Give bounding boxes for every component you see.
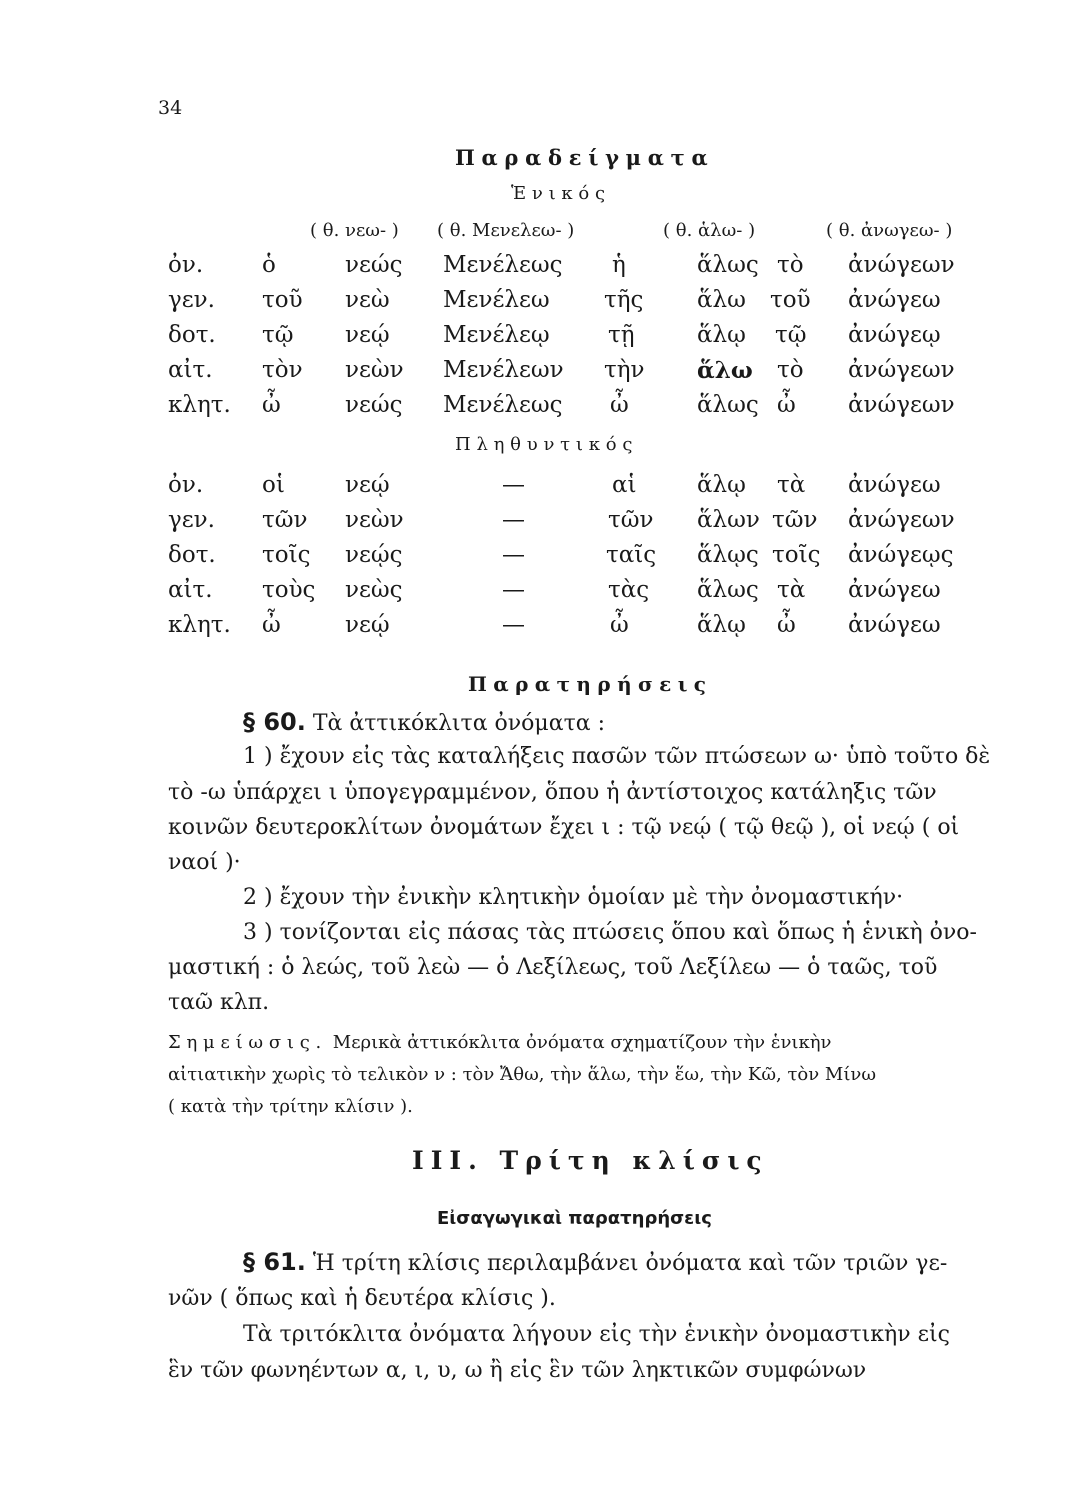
note-line-2: αἰτιατικὴν χωρὶς τὸ τελικὸν ν : τὸν Ἄθω, τὴν ἅλω, τὴν ἕω, τὴν Κῶ, τὸν Μίνω <box>168 1064 877 1085</box>
singular-heading: Ἑνικός <box>511 183 611 204</box>
examples-title: Παραδείγματα <box>455 145 715 170</box>
text-line: κοινῶν δευτεροκλίτων ὀνομάτων ἔχει ι : τῷ νεῴ ( τῷ θεῷ ), οἱ νεῴ ( οἱ <box>168 815 960 840</box>
text-line: ἓν τῶν φωνηέντων α, ι, υ, ω ἢ εἰς ἓν τῶν ληκτικῶν συμφώνων <box>168 1358 867 1383</box>
section-60-heading: § 60. Τὰ ἀττικόκλιτα ὀνόματα : <box>243 708 606 736</box>
observations-title: Παρατηρήσεις <box>468 672 713 696</box>
book-page: 34 Παραδείγματα Ἑνικός ( θ. νεω- ) ( θ. Μενελεω- ) ( θ. ἁλω- ) ( θ. ἀνωγεω- ) ὀν. ὁ νεώς Μενέλεως ἡ ἅλως τὸ ἀνώγεων γεν. τοῦ νεὼ Μενέλεω τῆς ἅλω τοῦ ἀνώγεω δοτ. τῷ νεῴ Μενέλεῳ τῇ ἅλῳ τῷ ἀνώγεῳ αἰτ. τὸν νεὼν Μενέλεων τὴν ἅλω τὸ ἀνώγεων κλητ. ὦ νεώς Μενέλεως ὦ ἅλως ὦ ἀνώγεων Πληθυντικός ὀν. οἱ νεῴ — αἱ ἅλῳ τὰ ἀνώγεω γεν. τῶν νεὼν — τῶν ἅλων τῶν ἀνώγεων δοτ. τοῖς νεῴς — ταῖς ἅλῳς τοῖς ἀνώγεῳς αἰτ. τοὺς νεὼς — τὰς ἅλως τὰ ἀνώγεω κλητ. ὦ νεῴ — ὦ ἅλῳ ὦ ἀνώγεω Παρατηρήσεις § 60. Τὰ ἀττικόκλιτα ὀνόματα : 1 ) ἔχουν εἰς τὰς καταλήξεις πασῶν τῶν πτώσεων ω· ὑπὸ τοῦτο δὲ τὸ -ω ὑπάρχει ι ὑπογεγραμμένον, ὅπου ἡ ἀντίστοιχος κατάληξις τῶν κοινῶν δευτεροκλίτων ὀνομάτων ἔχει ι : τῷ νεῴ ( τῷ θεῷ ), οἱ νεῴ ( οἱ ναοί )· 2 ) ἔχουν τὴν ἐνικὴν κλητικὴν ὁμοίαν μὲ τὴν ὀνομαστικήν· 3 ) τονίζονται εἰς πάσας τὰς πτώσεις ὅπου καὶ ὅπως ἡ ἑνικὴ ὀνο- μαστική : ὁ λεώς, τοῦ λεὼ — ὁ Λεξίλεως, τοῦ Λεξίλεω — ὁ ταῶς, τοῦ ταῶ κλπ. Σημείωσις. Μερικὰ ἀττικόκλιτα ὀνόματα σχηματίζουν τὴν ἑνικὴν αἰτιατικὴν χωρὶς τὸ τελικὸν ν : τὸν Ἄθω, τὴν ἅλω, τὴν ἕω, τὴν Κῶ, τὸν Μίνω ( κατὰ τὴν τρίτην κλίσιν ). III. Τρίτη κλίσις Εἰσαγωγικαὶ παρατηρήσεις § 61. Ἡ τρίτη κλίσις περιλαμβάνει ὀνόματα καὶ τῶν τριῶν γε- νῶν ( ὅπως καὶ ἡ δευτέρα κλίσις ). Τὰ τριτόκλιτα ὀνόματα λήγουν εἰς τὴν ἑνικὴν ὀνομαστικὴν εἰς ἓν τῶν φωνηέντων α, ι, υ, ω ἢ εἰς ἓν τῶν ληκτικῶν συμφώνων <box>0 0 1079 1500</box>
text-line: 1 ) ἔχουν εἰς τὰς καταλήξεις πασῶν τῶν πτώσεων ω· ὑπὸ τοῦτο δὲ <box>243 744 991 769</box>
note-line-3: ( κατὰ τὴν τρίτην κλίσιν ). <box>168 1096 413 1117</box>
page-number: 34 <box>158 97 183 119</box>
note-line-1: Σημείωσις. Μερικὰ ἀττικόκλιτα ὀνόματα σχηματίζουν τὴν ἑνικὴν <box>168 1032 832 1053</box>
stem-1: ( θ. νεω- ) <box>310 220 399 241</box>
text-line: Τὰ τριτόκλιτα ὀνόματα λήγουν εἰς τὴν ἑνικὴν ὀνομαστικὴν εἰς <box>243 1322 950 1347</box>
text-line: τὸ -ω ὑπάρχει ι ὑπογεγραμμένον, ὅπου ἡ ἀντίστοιχος κατάληξις τῶν <box>168 780 937 805</box>
third-declension-title: III. Τρίτη κλίσις <box>412 1146 769 1175</box>
text-line: 2 ) ἔχουν τὴν ἐνικὴν κλητικὴν ὁμοίαν μὲ τὴν ὀνομαστικήν· <box>243 885 904 910</box>
text-line: νῶν ( ὅπως καὶ ἡ δευτέρα κλίσις ). <box>168 1286 556 1311</box>
stem-4: ( θ. ἀνωγεω- ) <box>826 220 953 241</box>
section-61-heading: § 61. Ἡ τρίτη κλίσις περιλαμβάνει ὀνόματα καὶ τῶν τριῶν γε- <box>243 1248 948 1276</box>
stem-2: ( θ. Μενελεω- ) <box>437 220 575 241</box>
text-line: 3 ) τονίζονται εἰς πάσας τὰς πτώσεις ὅπου καὶ ὅπως ἡ ἑνικὴ ὀνο- <box>243 920 977 945</box>
text-line: ταῶ κλπ. <box>168 990 270 1015</box>
text-line: ναοί )· <box>168 850 241 875</box>
plural-heading: Πληθυντικός <box>455 434 639 455</box>
text-line: μαστική : ὁ λεώς, τοῦ λεὼ — ὁ Λεξίλεως, τοῦ Λεξίλεω — ὁ ταῶς, τοῦ <box>168 955 938 980</box>
third-declension-subtitle: Εἰσαγωγικαὶ παρατηρήσεις <box>437 1208 712 1229</box>
stem-3: ( θ. ἁλω- ) <box>663 220 756 241</box>
